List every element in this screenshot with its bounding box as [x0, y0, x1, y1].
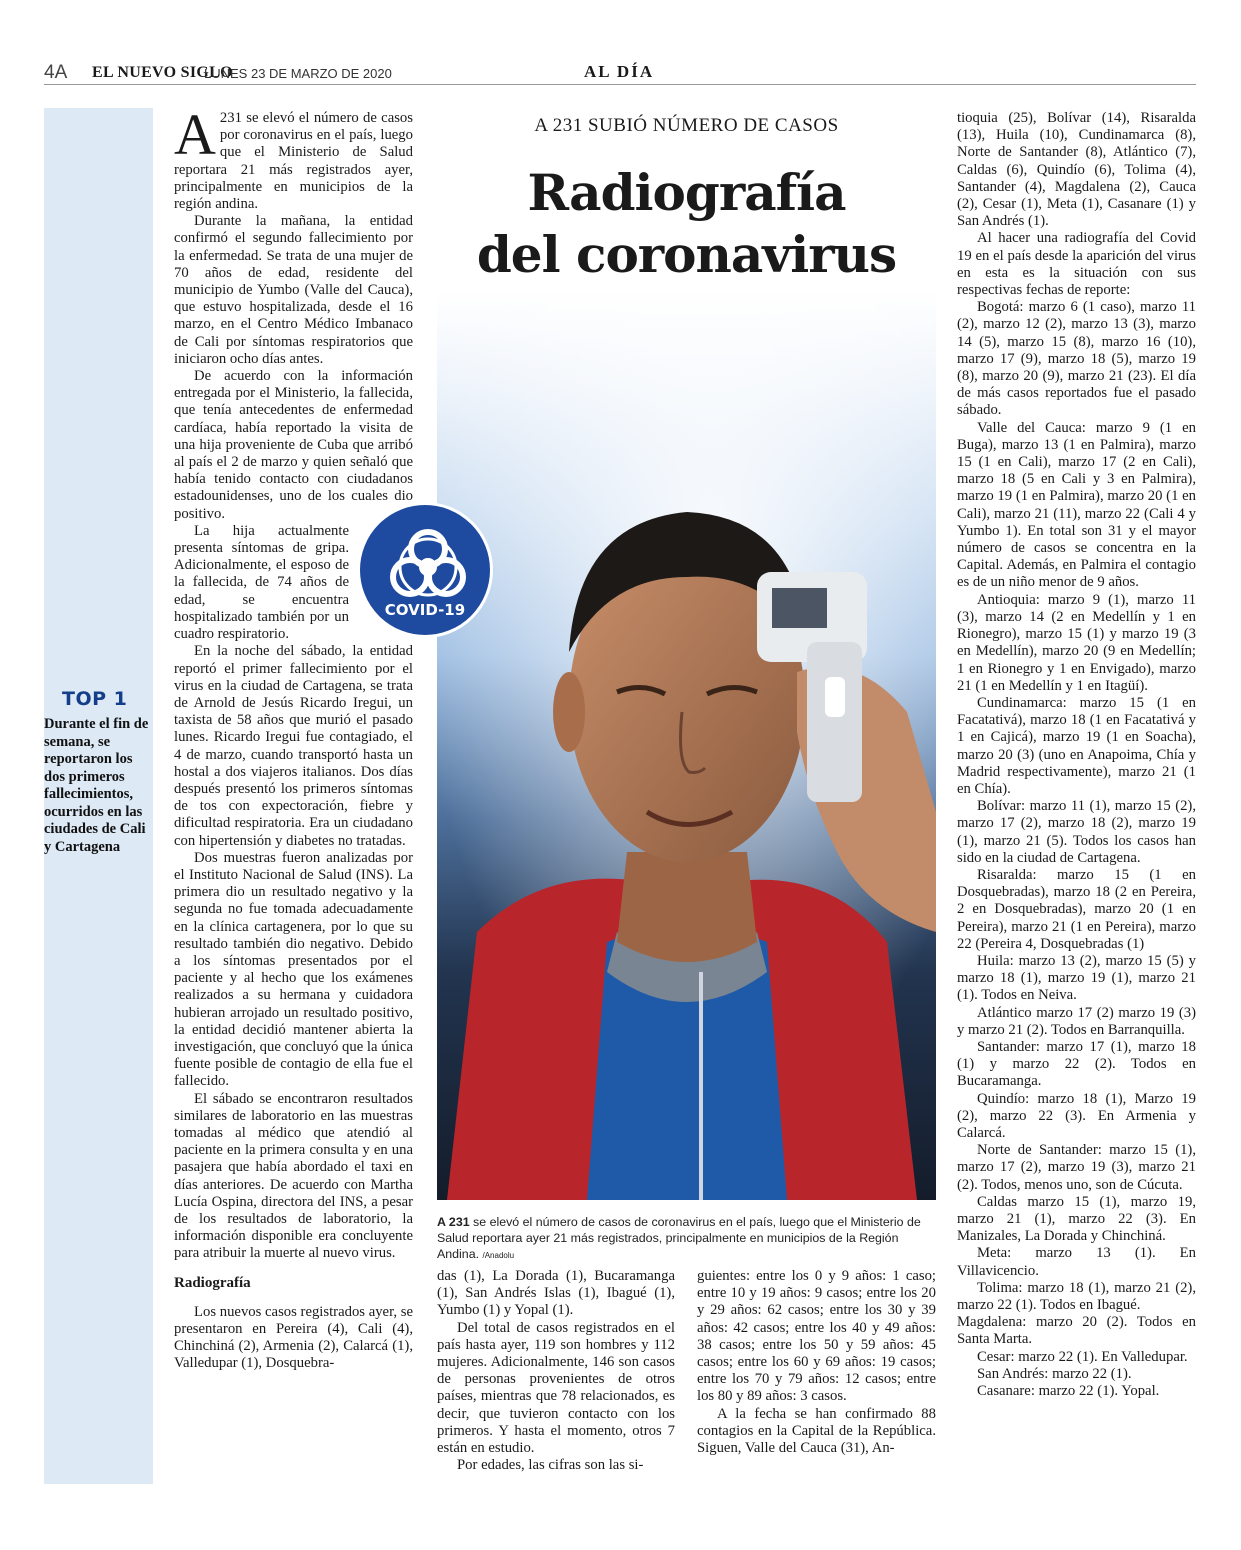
paragraph: Cesar: marzo 22 (1). En Valledupar.	[977, 1348, 1188, 1365]
paragraph: Atlántico marzo 17 (2) marzo 19 (3) y marzo 21 (2). Todos en Barranquilla.	[957, 1004, 1196, 1038]
paragraph: Magdalena: marzo 20 (2). Todos en Santa Marta.	[957, 1314, 1196, 1348]
photo-illustration	[437, 292, 936, 1200]
article-column-1	[174, 102, 414, 1373]
paragraph: Durante la mañana, la entidad confirmó el segundo fallecimiento por la enfermedad. Se trata de una mujer de 70 años de edad, residente del municipio de Yumbo (Valle del Cauca), que estuvo hospitalizada, desde el 16 marzo, en el Centro Médico Imbanaco de Cali por síntomas respiratorios que iniciaron ocho días antes.	[174, 213, 413, 367]
sidebar-label: TOP 1	[62, 688, 128, 710]
section-name: AL DÍA	[584, 62, 655, 81]
paragraph: El sábado se encontraron resultados similares de laboratorio en las muestras tomadas al médico que atendió al paciente en la primera consulta y en una pasajera que había abordado el taxi en días anteriores. De acuerdo con Martha Lucía Ospina, directora del INS, a pesar de los resultados de laboratorio, la información disponible era concluyente para atribuir la muerte al nuevo virus.	[174, 1090, 413, 1262]
paragraph: Huila: marzo 13 (2), marzo 15 (5) y marzo 18 (1), marzo 19 (1), marzo 21 (1). Todos en Neiva.	[957, 952, 1196, 1004]
paragraph: Quindío: marzo 18 (1), Marzo 19 (2), marzo 22 (3). En Armenia y Calarcá.	[957, 1090, 1196, 1141]
paragraph: A 231 se elevó el número de casos por coronavirus en el país, luego que el Ministerio de Salud reportara 21 más registrados ayer, principalmente en municipios de la región andina.	[174, 102, 413, 213]
paragraph: Valle del Cauca: marzo 9 (1 en Buga), marzo 13 (1 en Palmira), marzo 15 (1 en Cali), marzo 17 (2 en Cali), marzo 18 (5 en Cali y 3 en Palmira), marzo 19 (1 en Palmira), marzo 20 (1 en Cali), marzo 21 (11), marzo 22 (Cali 4 y Yumbo 1). En total son 31 y el mayor número de casos se concentra en la Capital. Además, en Palmira el contagio es de un niño menor de 9 años.	[957, 419, 1196, 591]
paragraph: guientes: entre los 0 y 9 años: 1 caso; entre 10 y 19 años: 9 casos; entre los 20 y 29 años: 62 casos; entre los 30 y 39 años: 42 casos; entre los 40 y 49 años: 38 casos; entre los 50 y 59 años: 45 casos; entre los 60 y 69 años: 19 casos; entre los 70 y 79 años: 12 casos; entre los 80 y 89 años: 3 casos.	[697, 1268, 936, 1405]
paragraph: Santander: marzo 17 (1), marzo 18 (1) y marzo 22 (2). Todos en Bucaramanga.	[957, 1038, 1196, 1090]
photo-caption	[437, 1214, 936, 1264]
caption-lead: A 231	[437, 1215, 470, 1229]
photo-credit: /Anadolu	[482, 1251, 515, 1260]
publication-date: LUNES 23 DE MARZO DE 2020	[204, 66, 392, 81]
paragraph: En la noche del sábado, la entidad reportó el primer fallecimiento por el virus en la ciudad de Cartagena, se trata de Arnold de Jesús Ricardo Iregui, un taxista de 58 años que murió el pasado lunes. Ricardo Iregui fue contagiado, el 4 de marzo, cuando transportó hasta un hostal a dos viajeros italianos. Dos días después presentó los primeros síntomas de tos con expectoración, fiebre y dificultad respiratoria. Era un ciudadano con hipertensión y diabetes no tratadas.	[174, 643, 413, 849]
badge-label: COVID-19	[384, 601, 466, 619]
paragraph: Los nuevos casos registrados ayer, se presentaron en Pereira (4), Cali (4), Chinchiná (2), Armenia (2), Calarcá (1), Valledupar (1), Dosquebra-	[174, 1303, 413, 1372]
paragraph: Cundinamarca: marzo 15 (1 en Facatativá), marzo 18 (1 en Facatativá y 1 en Cajicá), marzo 19 (1 en Soacha), marzo 20 (3) (uno en Anapoima, Chía y Madrid respectivamente), marzo 21 (1 en Chía).	[957, 694, 1196, 797]
page-header	[44, 62, 1196, 84]
masthead: EL NUEVO SIGLO	[92, 64, 233, 81]
sidebar-text: Durante el fin de semana, se reportaron los dos primeros fallecimientos, ocurridos en las ciudades de Cali y Cartagena	[44, 716, 149, 855]
article-kicker: A 231 SUBIÓ NÚMERO DE CASOS	[534, 115, 839, 136]
paragraph: Dos muestras fueron analizadas por el Instituto Nacional de Salud (INS). La primera dio un resultado negativo y la segunda no fue tomada adecuadamente en la clínica cartagenera, por lo que su resultado también dio negativo. Debido a los síntomas presentados por el paciente y al hecho que los exámenes realizados a su hermana y cuidadora hubieran arrojado un resultado positivo, la entidad decidió mantener abierta la investigación, que concluyó que la única fuente posible de contagio de ella fue el fallecido.	[174, 849, 414, 1090]
paragraph: Del total de casos registrados en el país hasta ayer, 119 son hombres y 112 mujeres. Adicionalmente, 146 son casos de personas provenientes de otros países, mientras que 78 relacionados, es decir, que tuvieron contacto con los primeros. Y hasta el momento, otros 7 están en estudio.	[437, 1319, 675, 1457]
paragraph: Tolima: marzo 18 (1), marzo 21 (2), marzo 22 (1). Todos en Ibagué.	[957, 1279, 1196, 1314]
paragraph: San Andrés: marzo 22 (1).	[977, 1365, 1132, 1382]
subheading: Radiografía	[174, 1274, 251, 1291]
paragraph: Casanare: marzo 22 (1). Yopal.	[977, 1383, 1160, 1400]
article-column-4	[957, 110, 1196, 1400]
header-rule	[44, 84, 1196, 85]
biohazard-icon	[360, 505, 496, 641]
article-headline: Radiografía del coronavirus	[476, 163, 897, 284]
paragraph: Risaralda: marzo 15 (1 en Dosquebradas), marzo 18 (2 en Pereira, 2 en Dosquebradas), marzo 20 (1 en Pereira), marzo 21 (1 en Pereira), marzo 22 (Pereira 4, Dosquebradas (1)	[957, 866, 1196, 952]
paragraph: Antioquia: marzo 9 (1), marzo 11 (3), marzo 14 (2 en Medellín y 1 en Rionegro), marzo 15 (1) y marzo 19 (3 en Medellín), marzo 20 (9 en Medellín; 1 en Rionegro y 1 en Envigado), marzo 21 (1 en Medellín y 1 en Itagüí).	[957, 591, 1196, 694]
paragraph: Bolívar: marzo 11 (1), marzo 15 (2), marzo 17 (2), marzo 18 (2), marzo 19 (1), marzo 21 (5). Todos los casos han sido en la ciudad de Cartagena.	[957, 798, 1196, 866]
drop-cap: A	[174, 102, 216, 167]
paragraph: tioquia (25), Bolívar (14), Risaralda (13), Huila (10), Cundinamarca (8), Norte de Santander (8), Atlántico (7), Caldas (6), Quindío (6), Tolima (4), Santander (4), Magdalena (2), Cauca (2), Cesar (1), Meta (1), Casanare (1) y San Andrés (1).	[957, 110, 1196, 230]
covid-badge	[357, 502, 493, 638]
sidebar-panel	[44, 108, 153, 1484]
paragraph: Bogotá: marzo 6 (1 caso), marzo 11 (2), marzo 12 (2), marzo 13 (3), marzo 14 (5), marzo 15 (8), marzo 16 (10), marzo 17 (9), marzo 18 (5), marzo 19 (8), marzo 20 (9), marzo 21 (23). El día de más casos reportados fue el pasado sábado.	[957, 299, 1196, 419]
article-column-2	[437, 1268, 675, 1474]
paragraph: Meta: marzo 13 (1). En Villavicencio.	[957, 1245, 1196, 1279]
paragraph: Al hacer una radiografía del Covid 19 en el país desde la aparición del virus en esta es la situación con sus respectivas fechas de reporte:	[957, 230, 1196, 299]
caption-text: se elevó el número de casos de coronavirus en el país, luego que el Ministerio de Salud reportara ayer 21 más registrados, principalmente en municipios de la Región Andina.	[437, 1215, 921, 1261]
article-photo	[437, 292, 936, 1200]
paragraph: A la fecha se han confirmado 88 contagios en la Capital de la República. Siguen, Valle del Cauca (31), An-	[697, 1405, 936, 1457]
paragraph: das (1), La Dorada (1), Bucaramanga (1), San Andrés Islas (1), Ibagué (1), Yumbo (1) y Yopal (1).	[437, 1268, 675, 1319]
page-number: 4A	[44, 62, 68, 83]
paragraph: De acuerdo con la información entregada por el Ministerio, la fallecida, que tenía antecedentes de enfermedad cardíaca, había reportado la visita de una hija proveniente de Cuba que arribó al país el 2 de marzo y quien señaló que había tenido contacto con ciudadanos estadounidenses, uno de los cuales dio positivo.	[174, 368, 413, 522]
article-column-3	[697, 1268, 936, 1457]
paragraph: Caldas marzo 15 (1), marzo 19, marzo 21 (1), marzo 22 (3). En Manizales, La Dorada y Chinchiná.	[957, 1193, 1196, 1245]
paragraph: La hija actualmente presenta síntomas de gripa. Adicionalmente, el esposo de la fallecida, de 74 años de edad, se encuentra hospitalizado también por un cuadro respiratorio.	[174, 522, 349, 643]
paragraph: Por edades, las cifras son las si-	[457, 1457, 644, 1474]
paragraph: Norte de Santander: marzo 15 (1), marzo 17 (2), marzo 19 (3), marzo 21 (2). Todos, menos uno, son de Cúcuta.	[957, 1142, 1196, 1193]
